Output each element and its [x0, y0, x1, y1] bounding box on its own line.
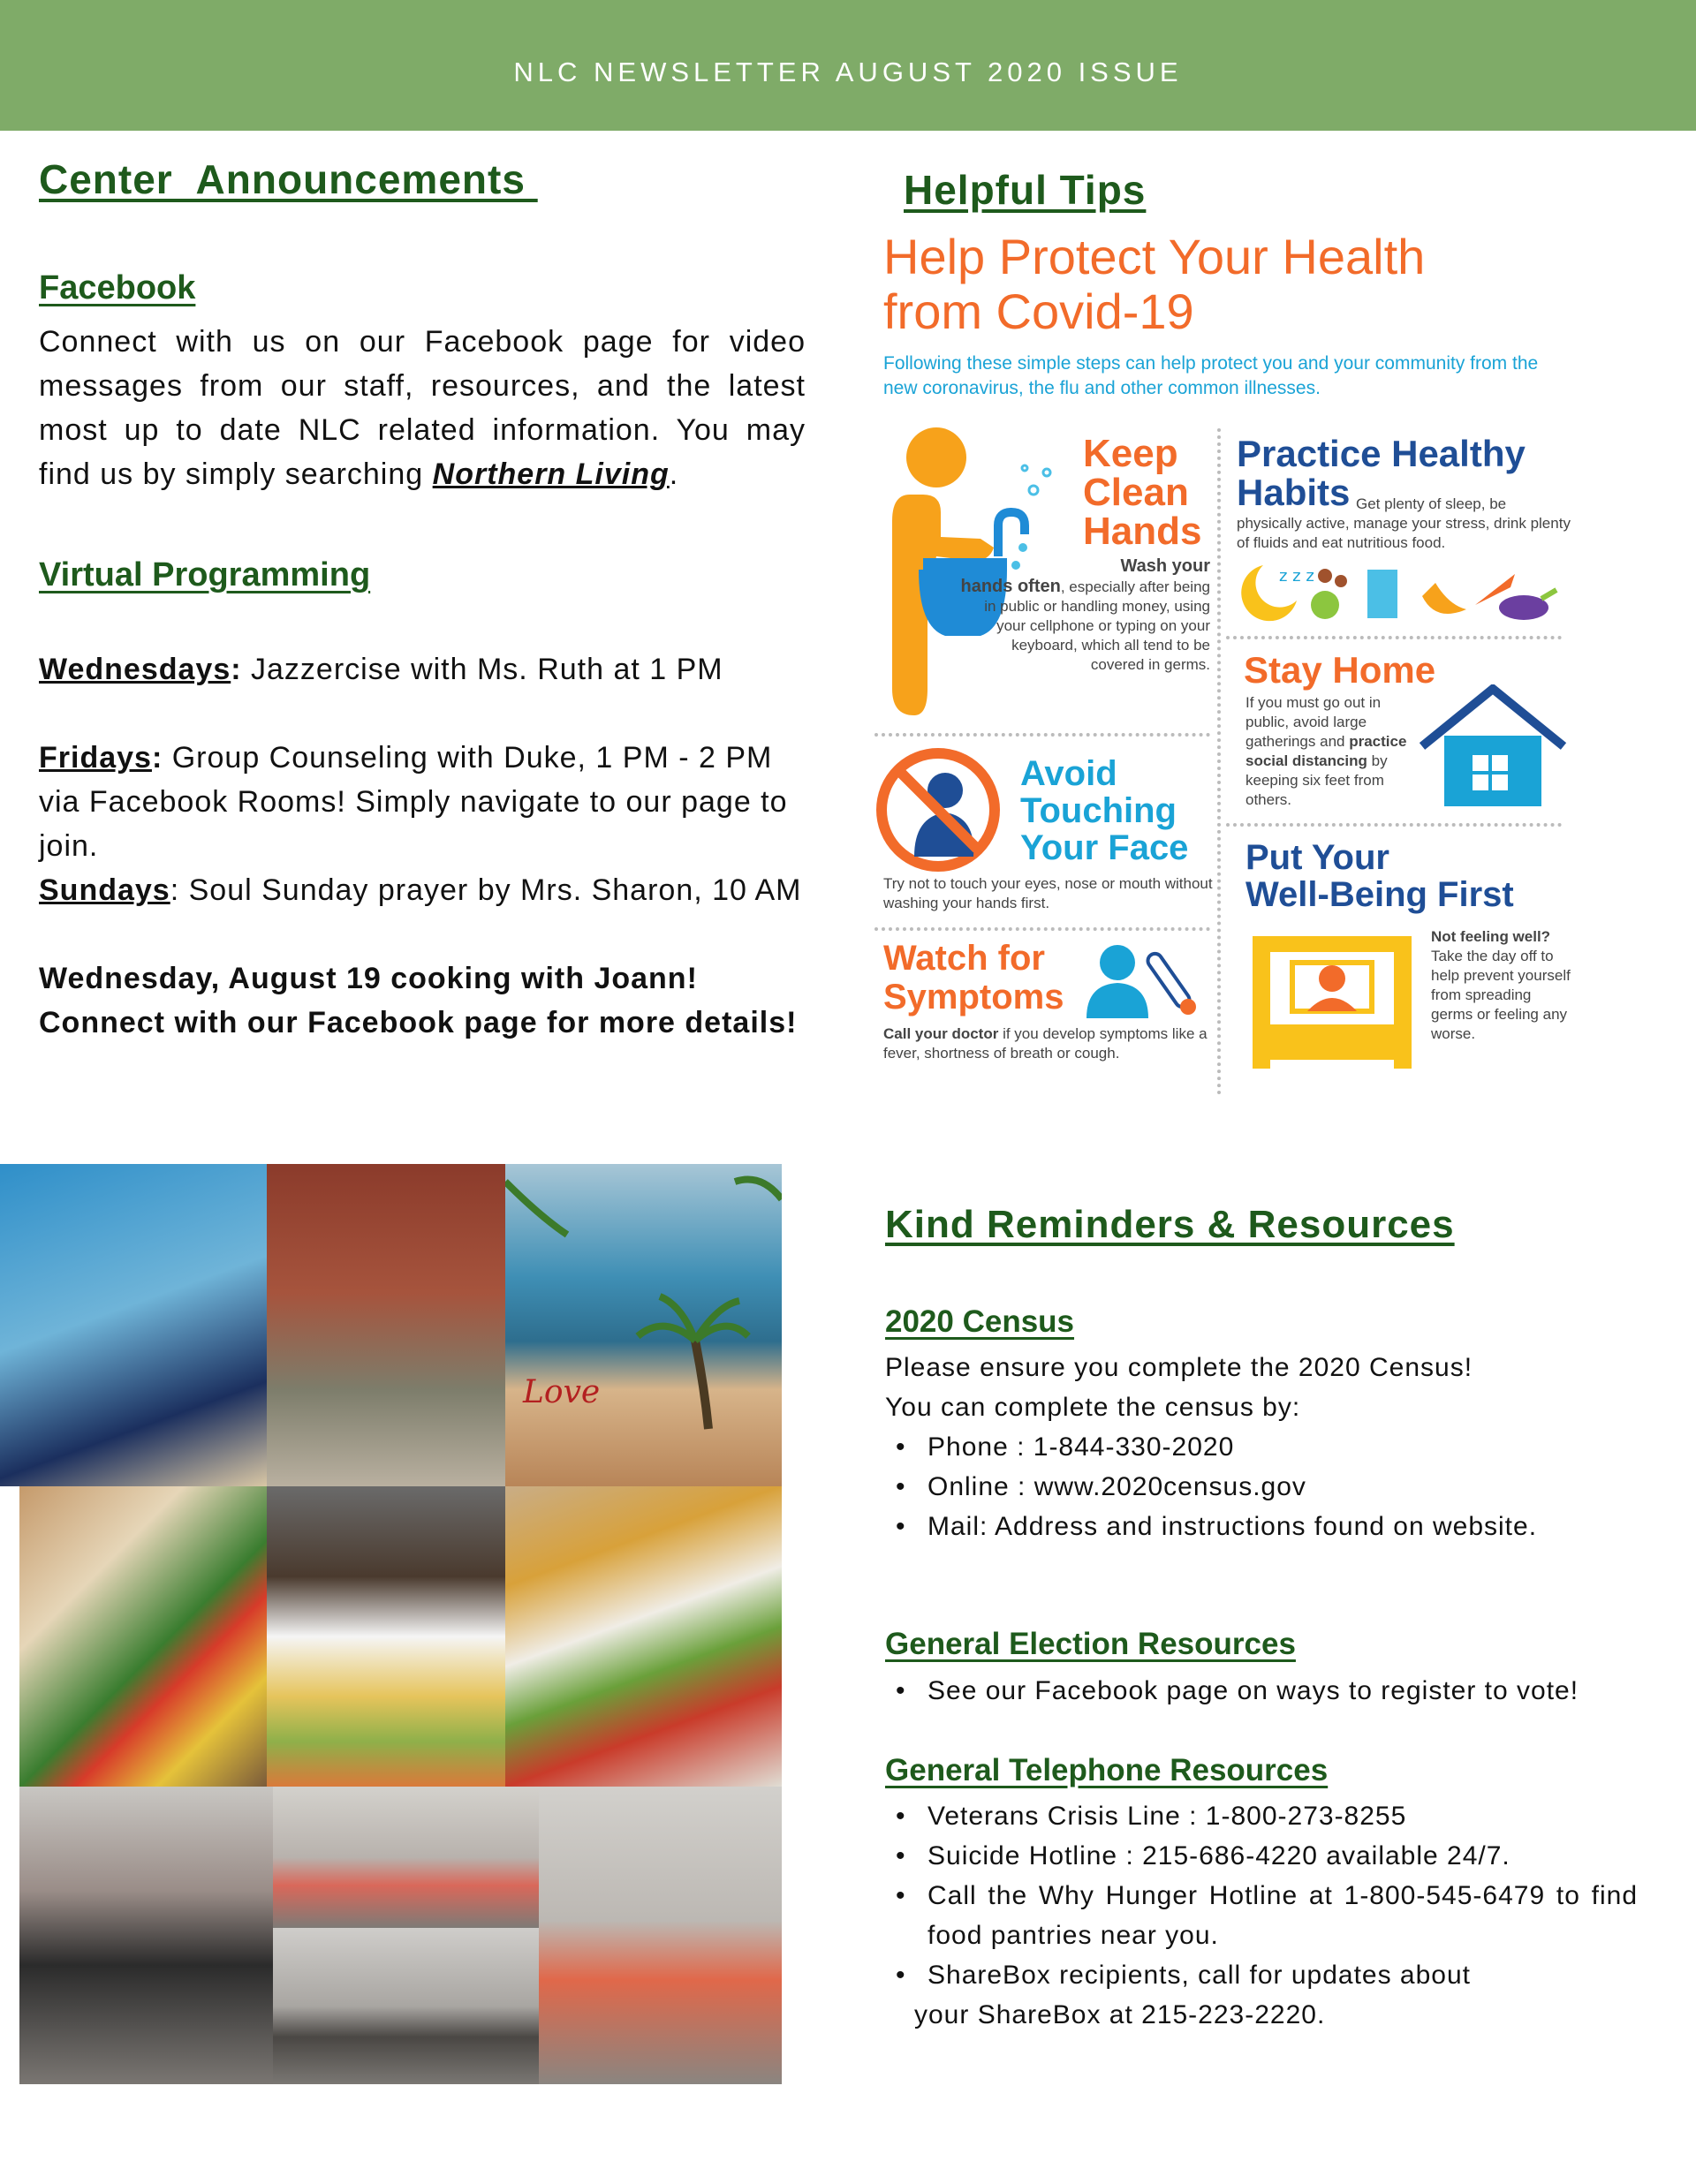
zzz-text: z z z: [1279, 567, 1314, 586]
list-item: • Veterans Crisis Line : 1-800-273-8255: [885, 1796, 1638, 1836]
stay-home-text-2: by keeping six feet from others.: [1246, 752, 1388, 808]
photo-cooking-joann: [267, 1486, 505, 1787]
colon: :: [231, 653, 242, 686]
symptoms-line: Symptoms: [883, 978, 1064, 1016]
colon: :: [170, 873, 180, 907]
election-list: [885, 1671, 1662, 1711]
wash-bold: Wash your: [1120, 556, 1210, 576]
call-doctor-bold: Call your doctor: [883, 1025, 999, 1042]
newsletter-title: NLC NEWSLETTER AUGUST 2020 ISSUE: [513, 57, 1183, 87]
well-being-line: Well-Being First: [1246, 875, 1514, 914]
well-being-text: [1431, 927, 1572, 1044]
infographic-title-line1: Help Protect Your Health: [883, 229, 1426, 284]
census-line-1: Please ensure you complete the 2020 Census!: [885, 1353, 1473, 1382]
wash-text: , especially after being in public or handling money, using your cellphone or typing on your keyboard, which all tend to be covered in germs.: [984, 578, 1210, 673]
announcements-heading: Center Announcements: [39, 156, 538, 202]
well-being-body: Take the day off to help prevent yourself from spreading germs or feeling any worse.: [1431, 948, 1571, 1042]
northern-living-link[interactable]: Northern Living: [432, 457, 670, 491]
house-icon: [1418, 684, 1568, 808]
your-face-line: Your Face: [1020, 828, 1189, 867]
photo-collage: [0, 1164, 782, 2084]
facebook-text-suffix: .: [669, 457, 679, 491]
facebook-heading: Facebook: [39, 269, 196, 306]
photo-exercise-instructor: [19, 1787, 273, 2084]
keep-line: Keep: [1083, 432, 1178, 475]
list-item: • Online : www.2020census.gov: [885, 1467, 1662, 1507]
photo-chair-exercise-1: [273, 1787, 539, 1928]
palm-tree-icon: [505, 1164, 782, 1486]
healthy-food-icons: [1237, 556, 1564, 627]
schedule-sundays: [39, 868, 816, 912]
put-your-line: Put Your: [1246, 838, 1389, 877]
thermometer-person-icon: [1073, 941, 1215, 1020]
keep-clean-hands-text: [954, 556, 1210, 675]
photo-chair-exercise-3: [539, 1787, 782, 2084]
stay-home-text-1: If you must go out in public, avoid large gatherings and: [1246, 694, 1382, 750]
divider: [874, 927, 1210, 931]
healthy-habits-text: Get plenty of sleep, be physically active, manage your stress, drink plenty of fluids and eat nutritious food.: [1237, 495, 1571, 551]
virtual-programming-heading: Virtual Programming: [39, 556, 371, 593]
touching-line: Touching: [1020, 791, 1177, 830]
cooking-notice-line1: Wednesday, August 19 cooking with Joann!: [39, 962, 698, 995]
schedule-text: Jazzercise with Ms. Ruth at 1 PM: [241, 653, 723, 686]
list-item: • ShareBox recipients, call for updates about: [885, 1955, 1638, 1995]
watch-symptoms-heading: [883, 939, 1064, 1016]
photo-beach-painting: [505, 1164, 782, 1486]
avoid-touching-heading: [1020, 755, 1188, 866]
well-being-bold: Not feeling well?: [1431, 928, 1551, 945]
cooking-notice-line2: Connect with our Facebook page for more details!: [39, 1006, 798, 1039]
header-banner: [0, 0, 1696, 131]
infographic-subtitle: Following these simple steps can help protect you and your community from the new coronavirus, the flu and other common illnesses.: [883, 353, 1539, 398]
list-item: • Suicide Hotline : 215-686-4220 available 24/7.: [885, 1836, 1638, 1876]
photo-roasted-vegetables: [505, 1486, 782, 1787]
covid-infographic: [874, 230, 1572, 1095]
telephone-heading: General Telephone Resources: [885, 1753, 1329, 1787]
habits-line: Habits: [1237, 472, 1351, 513]
clean-line: Clean: [1083, 471, 1189, 514]
list-item: • See our Facebook page on ways to register to vote!: [885, 1671, 1662, 1711]
census-line-2: You can complete the census by:: [885, 1393, 1301, 1422]
practice-healthy-line: Practice Healthy: [1237, 433, 1526, 474]
divider: [1226, 823, 1562, 827]
avoid-line: Avoid: [1020, 754, 1117, 793]
stay-home-bold: practice social distancing: [1246, 733, 1407, 769]
resources-heading: Kind Reminders & Resources: [885, 1203, 1455, 1246]
schedule-text: Group Counseling with Duke, 1 PM - 2 PM via Facebook Rooms! Simply navigate to our page to join.: [39, 741, 788, 863]
infographic-title-line2: from Covid-19: [883, 283, 1194, 339]
helpful-tips-heading: Helpful Tips: [904, 167, 1147, 213]
photo-two-women-masks: [267, 1164, 505, 1486]
wash-bold-2: hands often: [960, 577, 1061, 596]
schedule-wednesdays: [39, 647, 816, 691]
love-text: Love: [523, 1374, 601, 1410]
census-heading: 2020 Census: [885, 1304, 1075, 1339]
stay-home-text: [1246, 693, 1409, 810]
sharebox-line: your ShareBox at 215-223-2220.: [914, 2000, 1326, 2029]
photo-vegetables: [19, 1486, 267, 1787]
stay-home-heading: Stay Home: [1244, 649, 1436, 691]
day-label: Wednesdays: [39, 653, 231, 686]
list-item: • Mail: Address and instructions found on website.: [885, 1507, 1662, 1546]
list-item: • Call the Why Hunger Hotline at 1-800-545-6479 to find food pantries near you.: [885, 1876, 1638, 1955]
photo-painting-class: [0, 1164, 267, 1486]
divider-vertical: [1217, 428, 1221, 1095]
day-label: Fridays: [39, 741, 152, 775]
census-list: [885, 1427, 1662, 1546]
census-text: [885, 1348, 1662, 1427]
cooking-notice: [39, 956, 816, 1045]
facebook-text-body: Connect with us on our Facebook page for video messages from our staff, resources, and the latest most up to date NLC related information. You may find us by simply searching: [39, 325, 806, 491]
colon: :: [151, 741, 163, 775]
watch-for-line: Watch for: [883, 939, 1045, 978]
divider: [1226, 636, 1562, 639]
facebook-text: [39, 320, 806, 496]
bed-icon: [1244, 927, 1420, 1077]
well-being-heading: [1246, 839, 1514, 913]
list-item: • Phone : 1-844-330-2020: [885, 1427, 1662, 1467]
schedule-text: Soul Sunday prayer by Mrs. Sharon, 10 AM: [179, 873, 802, 907]
schedule-fridays: [39, 736, 816, 868]
symptoms-body: if you develop symptoms like a fever, shortness of breath or cough.: [883, 1025, 1208, 1062]
avoid-touching-text: Try not to touch your eyes, nose or mouth without washing your hands first.: [883, 875, 1213, 911]
photo-chair-exercise-2: [273, 1928, 539, 2084]
hands-line: Hands: [1083, 510, 1202, 553]
keep-clean-hands-heading: [1083, 432, 1202, 553]
no-face-touch-icon: [874, 746, 1003, 874]
watch-symptoms-text: [883, 1024, 1215, 1063]
election-heading: General Election Resources: [885, 1627, 1296, 1661]
telephone-list: [885, 1796, 1638, 1995]
day-label: Sundays: [39, 873, 170, 907]
divider: [874, 733, 1210, 737]
infographic-title: [883, 230, 1425, 339]
